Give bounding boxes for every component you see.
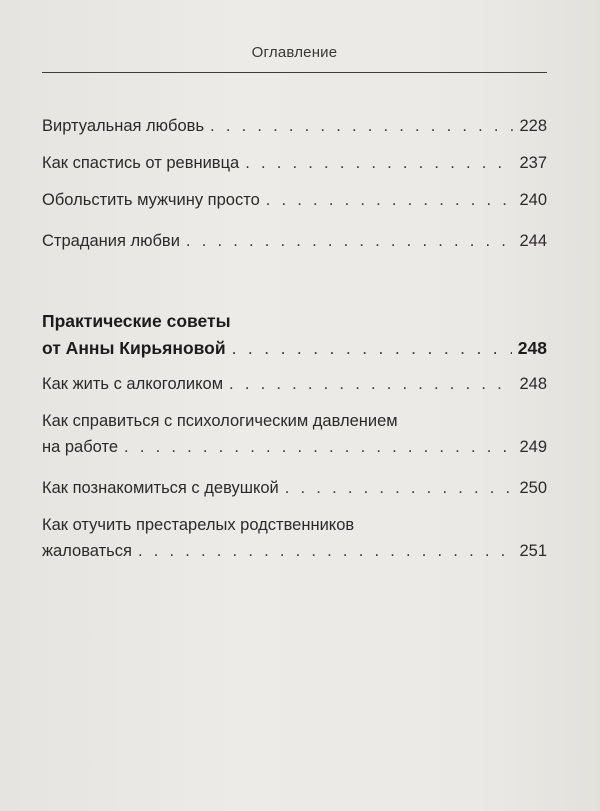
toc-entry-title-line1: Как справиться с психологическим давлением bbox=[42, 412, 398, 430]
toc-entry-title-line2: на работе bbox=[42, 438, 119, 456]
dot-leader bbox=[124, 437, 513, 457]
toc-entry-title: Обольстить мужчину просто bbox=[42, 191, 260, 209]
toc-entry bbox=[42, 478, 547, 498]
toc-entry-page: 240 bbox=[519, 191, 547, 209]
dot-leader bbox=[210, 116, 513, 136]
dot-leader bbox=[229, 374, 513, 394]
section-page: 248 bbox=[517, 338, 547, 358]
toc-entry-page: 228 bbox=[519, 117, 547, 135]
toc-entry bbox=[42, 411, 547, 457]
toc-entry bbox=[42, 153, 547, 173]
toc-entry bbox=[42, 116, 547, 136]
toc-entry-page: 244 bbox=[519, 232, 547, 250]
toc-entry-title: Как познакомиться с девушкой bbox=[42, 479, 279, 497]
dot-leader bbox=[285, 478, 514, 498]
toc-entry-page: 237 bbox=[519, 154, 547, 172]
toc-entry-page: 251 bbox=[519, 542, 547, 560]
toc-entry-title: Страдания любви bbox=[42, 232, 180, 250]
dot-leader bbox=[186, 231, 514, 251]
toc-entry-title-line2: жаловаться bbox=[42, 542, 132, 560]
dot-leader bbox=[138, 541, 514, 561]
toc-entry bbox=[42, 231, 547, 251]
header-rule bbox=[42, 72, 547, 73]
toc-entry bbox=[42, 190, 547, 210]
toc-entry-page: 250 bbox=[519, 479, 547, 497]
dot-leader bbox=[266, 190, 514, 210]
toc-entry-title: Виртуальная любовь bbox=[42, 117, 205, 135]
toc-entry-title: Как спастись от ревнивца bbox=[42, 154, 240, 172]
toc-entry-page: 248 bbox=[519, 375, 547, 393]
dot-leader bbox=[232, 337, 512, 359]
section-title-line1: Практические советы bbox=[42, 311, 231, 331]
toc-entry-page: 249 bbox=[519, 438, 547, 456]
toc-entry-title: Как жить с алкоголиком bbox=[42, 375, 224, 393]
toc-entry bbox=[42, 515, 547, 561]
toc-entry bbox=[42, 374, 547, 394]
section-title-line2: от Анны Кирьяновой bbox=[42, 338, 226, 358]
running-header: Оглавление bbox=[251, 44, 338, 61]
toc-entry-title-line1: Как отучить престарелых родственников bbox=[42, 516, 355, 534]
toc-section-heading bbox=[42, 310, 547, 359]
dot-leader bbox=[245, 153, 513, 173]
